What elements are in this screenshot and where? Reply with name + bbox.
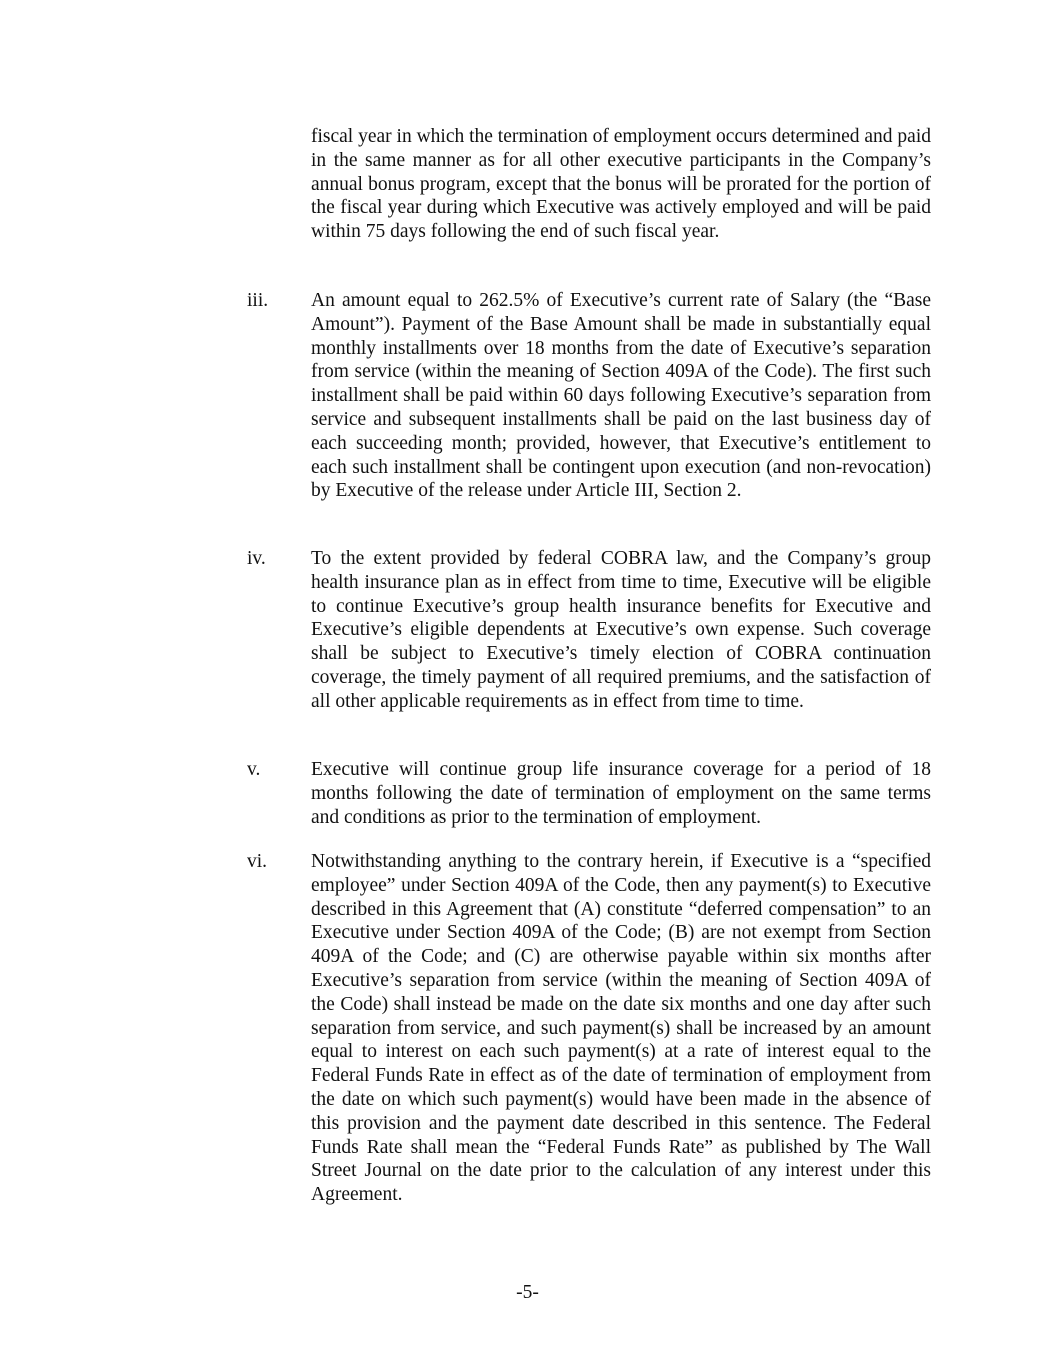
- item-number: iii.: [247, 290, 269, 311]
- item-text: To the extent provided by federal COBRA law, and the Company’s group health insurance plan as in effect from time to time, Executive will be eligible to continue Executive’s group health insurance benefits for Executive and Executive’s eligible dependents at Executive’s own expense. Such coverage shall be subject to Executive’s timely election of COBRA continuation coverage, the timely payment of all required premiums, and the satisfaction of all other applicable requirements as in effect from time to time.: [311, 548, 931, 712]
- item-text: Executive will continue group life insurance coverage for a period of 18 months following the date of termination of employment on the same terms and conditions as prior to the termination of employment.: [311, 759, 931, 828]
- continuation-paragraph: fiscal year in which the termination of employment occurs determined and paid in the same manner as for all other executive participants in the Company’s annual bonus program, except that the bonus will be prorated for the portion of the fiscal year during which Executive was actively employed and will be paid within 75 days following the end of such fiscal year.: [311, 126, 932, 243]
- page-number: -5-: [516, 1282, 539, 1303]
- item-number: vi.: [247, 851, 268, 872]
- item-number: v.: [247, 759, 261, 780]
- item-text: Notwithstanding anything to the contrary herein, if Executive is a “specified employee” under Section 409A of the Code, then any payment(s) to Executive described in this Agreement that (A) constitute “deferred compensation” to an Executive under Section 409A of the Code; (B) are not exempt from Section 409A of the Code; and (C) are otherwise payable within six months after Executive’s separation from service (within the meaning of Section 409A of the Code) shall instead be made on the date six months and one day after such separation from service, and such payment(s) shall be increased by an amount equal to interest on each such payment(s) at a rate of interest equal to the Federal Funds Rate in effect as of the date of termination of employment from the date on which such payment(s) would have been made in the absence of this provision and the payment date described in this sentence. The Federal Funds Rate shall mean the “Federal Funds Rate” as published by The Wall Street Journal on the date prior to the calculation of any interest under this Agreement.: [311, 851, 931, 1206]
- item-text: An amount equal to 262.5% of Executive’s current rate of Salary (the “Base Amount”). Payment of the Base Amount shall be made in substantially equal monthly installments over 18 months from the date of Executive’s separation from service (within the meaning of Section 409A of the Code). The first such installment shall be paid within 60 days following Executive’s separation from service and subsequent installments shall be paid on the last business day of each succeeding month; provided, however, that Executive’s entitlement to each such installment shall be contingent upon execution (and non-revocation) by Executive of the release under Article III, Section 2.: [311, 290, 931, 502]
- item-number: iv.: [247, 548, 266, 569]
